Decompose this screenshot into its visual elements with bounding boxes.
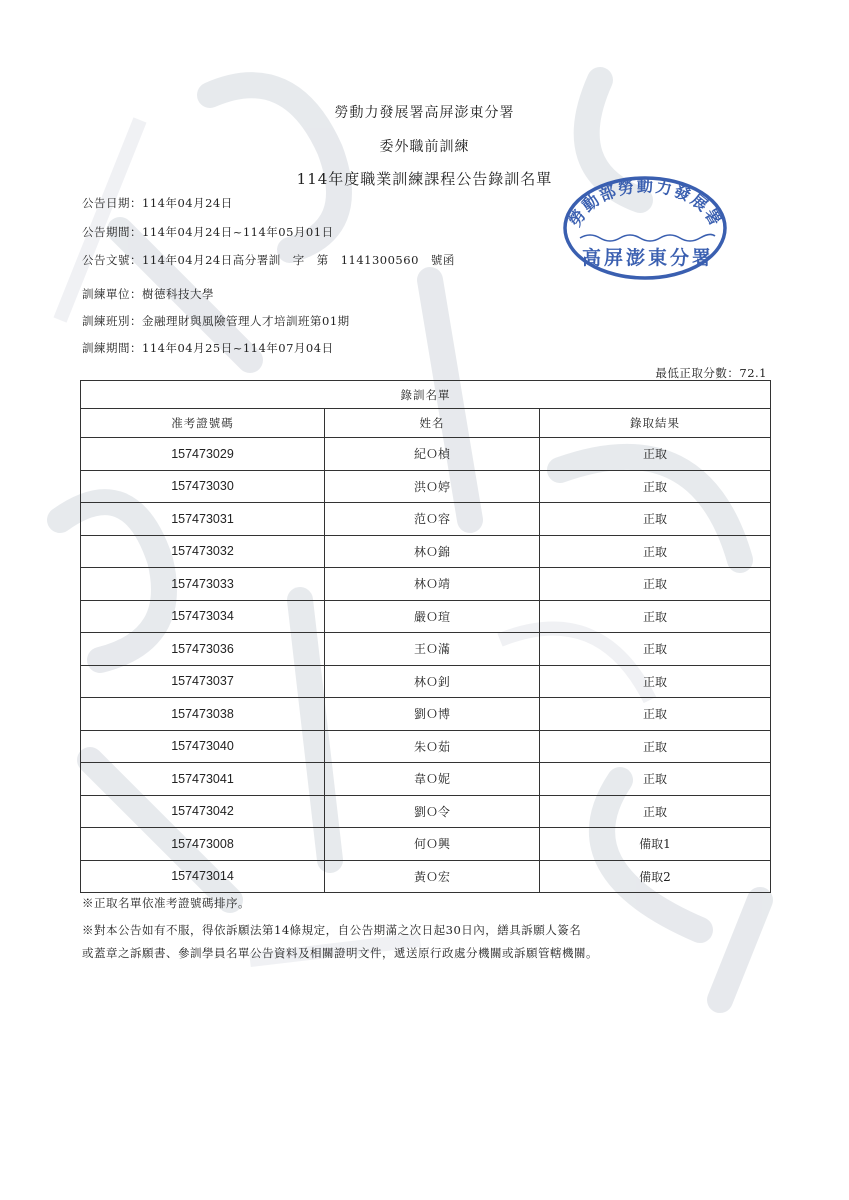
exam-id-cell: 157473014 [81, 860, 325, 893]
exam-id-cell: 157473037 [81, 665, 325, 698]
table-row [81, 503, 771, 536]
column-header-exam-id: 准考證號碼 [81, 409, 325, 438]
exam-id-cell: 157473030 [81, 470, 325, 503]
name-cell: 洪Ｏ婷 [325, 470, 540, 503]
table-row [81, 763, 771, 796]
exam-id-cell: 157473029 [81, 438, 325, 471]
table-row [81, 470, 771, 503]
training-class: 訓練班別：金融理財與風險管理人才培訓班第01期 [82, 314, 350, 328]
agency-title: 勞動力發展署高屏澎東分署 [334, 105, 515, 121]
result-cell: 正取 [540, 763, 771, 796]
table-row [81, 730, 771, 763]
exam-id-cell: 157473042 [81, 795, 325, 828]
appeal-note-line1: ※對本公告如有不服，得依訴願法第14條規定，自公告期滿之次日起30日內，繕具訴願人簽名 [82, 923, 582, 937]
appeal-note-line2: 或蓋章之訴願書、參訓學員名單公告資料及相關證明文件，遞送原行政處分機關或訴願管轄機關。 [82, 946, 598, 960]
table-row [81, 860, 771, 893]
name-cell: 紀Ｏ楨 [325, 438, 540, 471]
table-row [81, 698, 771, 731]
svg-text:勞動部勞動力發展署 [565, 177, 726, 231]
name-cell: 劉Ｏ令 [325, 795, 540, 828]
result-cell: 正取 [540, 503, 771, 536]
name-cell: 黃Ｏ宏 [325, 860, 540, 893]
exam-id-cell: 157473033 [81, 568, 325, 601]
seal-inner-text: 高屏澎東分署 [581, 247, 715, 269]
result-cell: 正取 [540, 438, 771, 471]
table-row [81, 535, 771, 568]
admission-roster-table [80, 380, 771, 893]
column-header-name: 姓名 [325, 409, 540, 438]
table-row [81, 633, 771, 666]
result-cell: 正取 [540, 600, 771, 633]
table-row [81, 665, 771, 698]
exam-id-cell: 157473041 [81, 763, 325, 796]
table-row [81, 828, 771, 861]
seal-outer-text: 勞動部勞動力發展署 [565, 176, 727, 231]
name-cell: 何Ｏ興 [325, 828, 540, 861]
table-row [81, 795, 771, 828]
training-period: 訓練期間：114年04月25日~114年07月04日 [82, 341, 334, 355]
table-row [81, 600, 771, 633]
minimum-score: 最低正取分數：72.1 [655, 366, 767, 380]
exam-id-cell: 157473032 [81, 535, 325, 568]
result-cell: 正取 [540, 535, 771, 568]
table-row [81, 568, 771, 601]
training-unit: 訓練單位：樹德科技大學 [82, 287, 214, 301]
name-cell: 林Ｏ靖 [325, 568, 540, 601]
table-row [81, 438, 771, 471]
exam-id-cell: 157473040 [81, 730, 325, 763]
name-cell: 林Ｏ錦 [325, 535, 540, 568]
roster-body [81, 438, 771, 893]
result-cell: 正取 [540, 633, 771, 666]
exam-id-cell: 157473008 [81, 828, 325, 861]
document-number: 公告文號：114年04月24日高分署訓 字 第 1141300560 號函 [82, 253, 455, 267]
sorting-note: ※正取名單依准考證號碼排序。 [82, 896, 250, 910]
result-cell: 正取 [540, 568, 771, 601]
result-cell: 正取 [540, 470, 771, 503]
program-type: 委外職前訓練 [379, 139, 470, 155]
exam-id-cell: 157473036 [81, 633, 325, 666]
result-cell: 正取 [540, 698, 771, 731]
result-cell: 備取1 [540, 828, 771, 861]
result-cell: 正取 [540, 795, 771, 828]
exam-id-cell: 157473034 [81, 600, 325, 633]
column-header-result: 錄取結果 [540, 409, 771, 438]
name-cell: 劉Ｏ博 [325, 698, 540, 731]
announce-date: 公告日期：114年04月24日 [82, 196, 233, 210]
official-seal-stamp [560, 170, 730, 282]
name-cell: 韋Ｏ妮 [325, 763, 540, 796]
name-cell: 嚴Ｏ瑄 [325, 600, 540, 633]
name-cell: 朱Ｏ茹 [325, 730, 540, 763]
name-cell: 范Ｏ容 [325, 503, 540, 536]
name-cell: 王Ｏ滿 [325, 633, 540, 666]
document-title: 114年度職業訓練課程公告錄訓名單 [296, 170, 553, 188]
result-cell: 正取 [540, 730, 771, 763]
name-cell: 林Ｏ釗 [325, 665, 540, 698]
exam-id-cell: 157473031 [81, 503, 325, 536]
announce-period: 公告期間：114年04月24日~114年05月01日 [82, 225, 334, 239]
result-cell: 正取 [540, 665, 771, 698]
result-cell: 備取2 [540, 860, 771, 893]
table-caption: 錄訓名單 [81, 381, 771, 409]
exam-id-cell: 157473038 [81, 698, 325, 731]
